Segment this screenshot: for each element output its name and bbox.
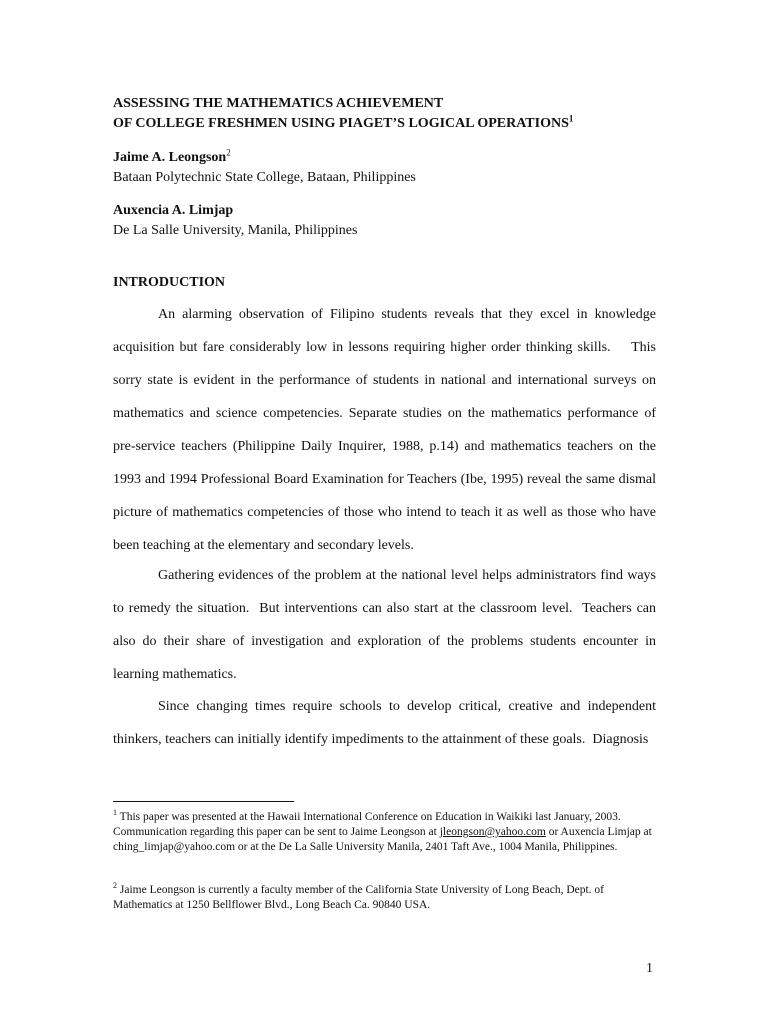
- author-2-name: Auxencia A. Limjap: [113, 203, 234, 218]
- section-heading: INTRODUCTION: [113, 275, 226, 290]
- author-1-name: Jaime A. Leongson: [113, 150, 227, 165]
- footnote-1-text-a: This paper was presented at the Hawaii International Conference on Education in Waikiki last January, 2003. Communication regarding this paper can be sent to Jaime Leongson at: [113, 811, 621, 838]
- paper-title: [113, 94, 673, 134]
- paragraph-3: Since changing times require schools to develop critical, creative and independent thinkers, teachers can initially identify impediments to the attainment of these goals. Diagnosis: [113, 699, 656, 747]
- paragraph-1: An alarming observation of Filipino students reveals that they excel in knowledge acquisition but fare considerably low in lessons requiring higher order thinking skills. This sorry state is evident in the performance of students in national and international surveys on mathematics and science competencies. Separate studies on the mathematics performance of pre-service teachers (Philippine Daily Inquirer, 1988, p.14) and mathematics teachers on the 1993 and 1994 Professional Board Examination for Teachers (Ibe, 1995) reveal the same dismal picture of mathematics competencies of those who intend to teach it as well as those who have been teaching at the elementary and secondary levels.: [113, 307, 656, 553]
- title-line-2: [113, 114, 673, 134]
- author-2: [113, 201, 673, 241]
- author-2-affiliation: De La Salle University, Manila, Philippines: [113, 223, 358, 238]
- footnote-1-email-link[interactable]: jleongson@yahoo.com: [439, 826, 546, 838]
- page-number: 1: [646, 961, 653, 976]
- author-1-name-line: [113, 148, 673, 168]
- footnote-2: [113, 883, 653, 913]
- author-1: [113, 148, 673, 188]
- paragraph-2: Gathering evidences of the problem at the national level helps administrators find ways to remedy the situation. But interventions can also start at the classroom level. Teachers can also do their share of investigation and exploration of the problems students encounter in learning mathematics.: [113, 568, 656, 682]
- title-footnote-mark: 1: [568, 113, 574, 124]
- author-1-affiliation: Bataan Polytechnic State College, Bataan, Philippines: [113, 170, 416, 185]
- title-line-2-text: OF COLLEGE FRESHMEN USING PIAGET’S LOGICAL OPERATIONS: [113, 116, 569, 131]
- footnote-1-mark: 1: [113, 808, 117, 818]
- title-line-1: ASSESSING THE MATHEMATICS ACHIEVEMENT: [113, 96, 444, 111]
- footnote-2-text: Jaime Leongson is currently a faculty member of the California State University of Long Beach, Dept. of Mathematics at 1250 Bellflower Blvd., Long Beach Ca. 90840 USA.: [113, 884, 605, 911]
- footnote-1-text-b: or Auxencia Limjap at ching_limjap@yahoo.com or at the De La Salle University Manila, 2401 Taft Ave., 1004 Manila, Philippines.: [113, 826, 652, 853]
- author-1-footnote-mark: 2: [226, 147, 231, 158]
- footnote-1: [113, 810, 653, 855]
- footnote-divider: [113, 801, 294, 802]
- footnote-2-mark: 2: [113, 881, 117, 891]
